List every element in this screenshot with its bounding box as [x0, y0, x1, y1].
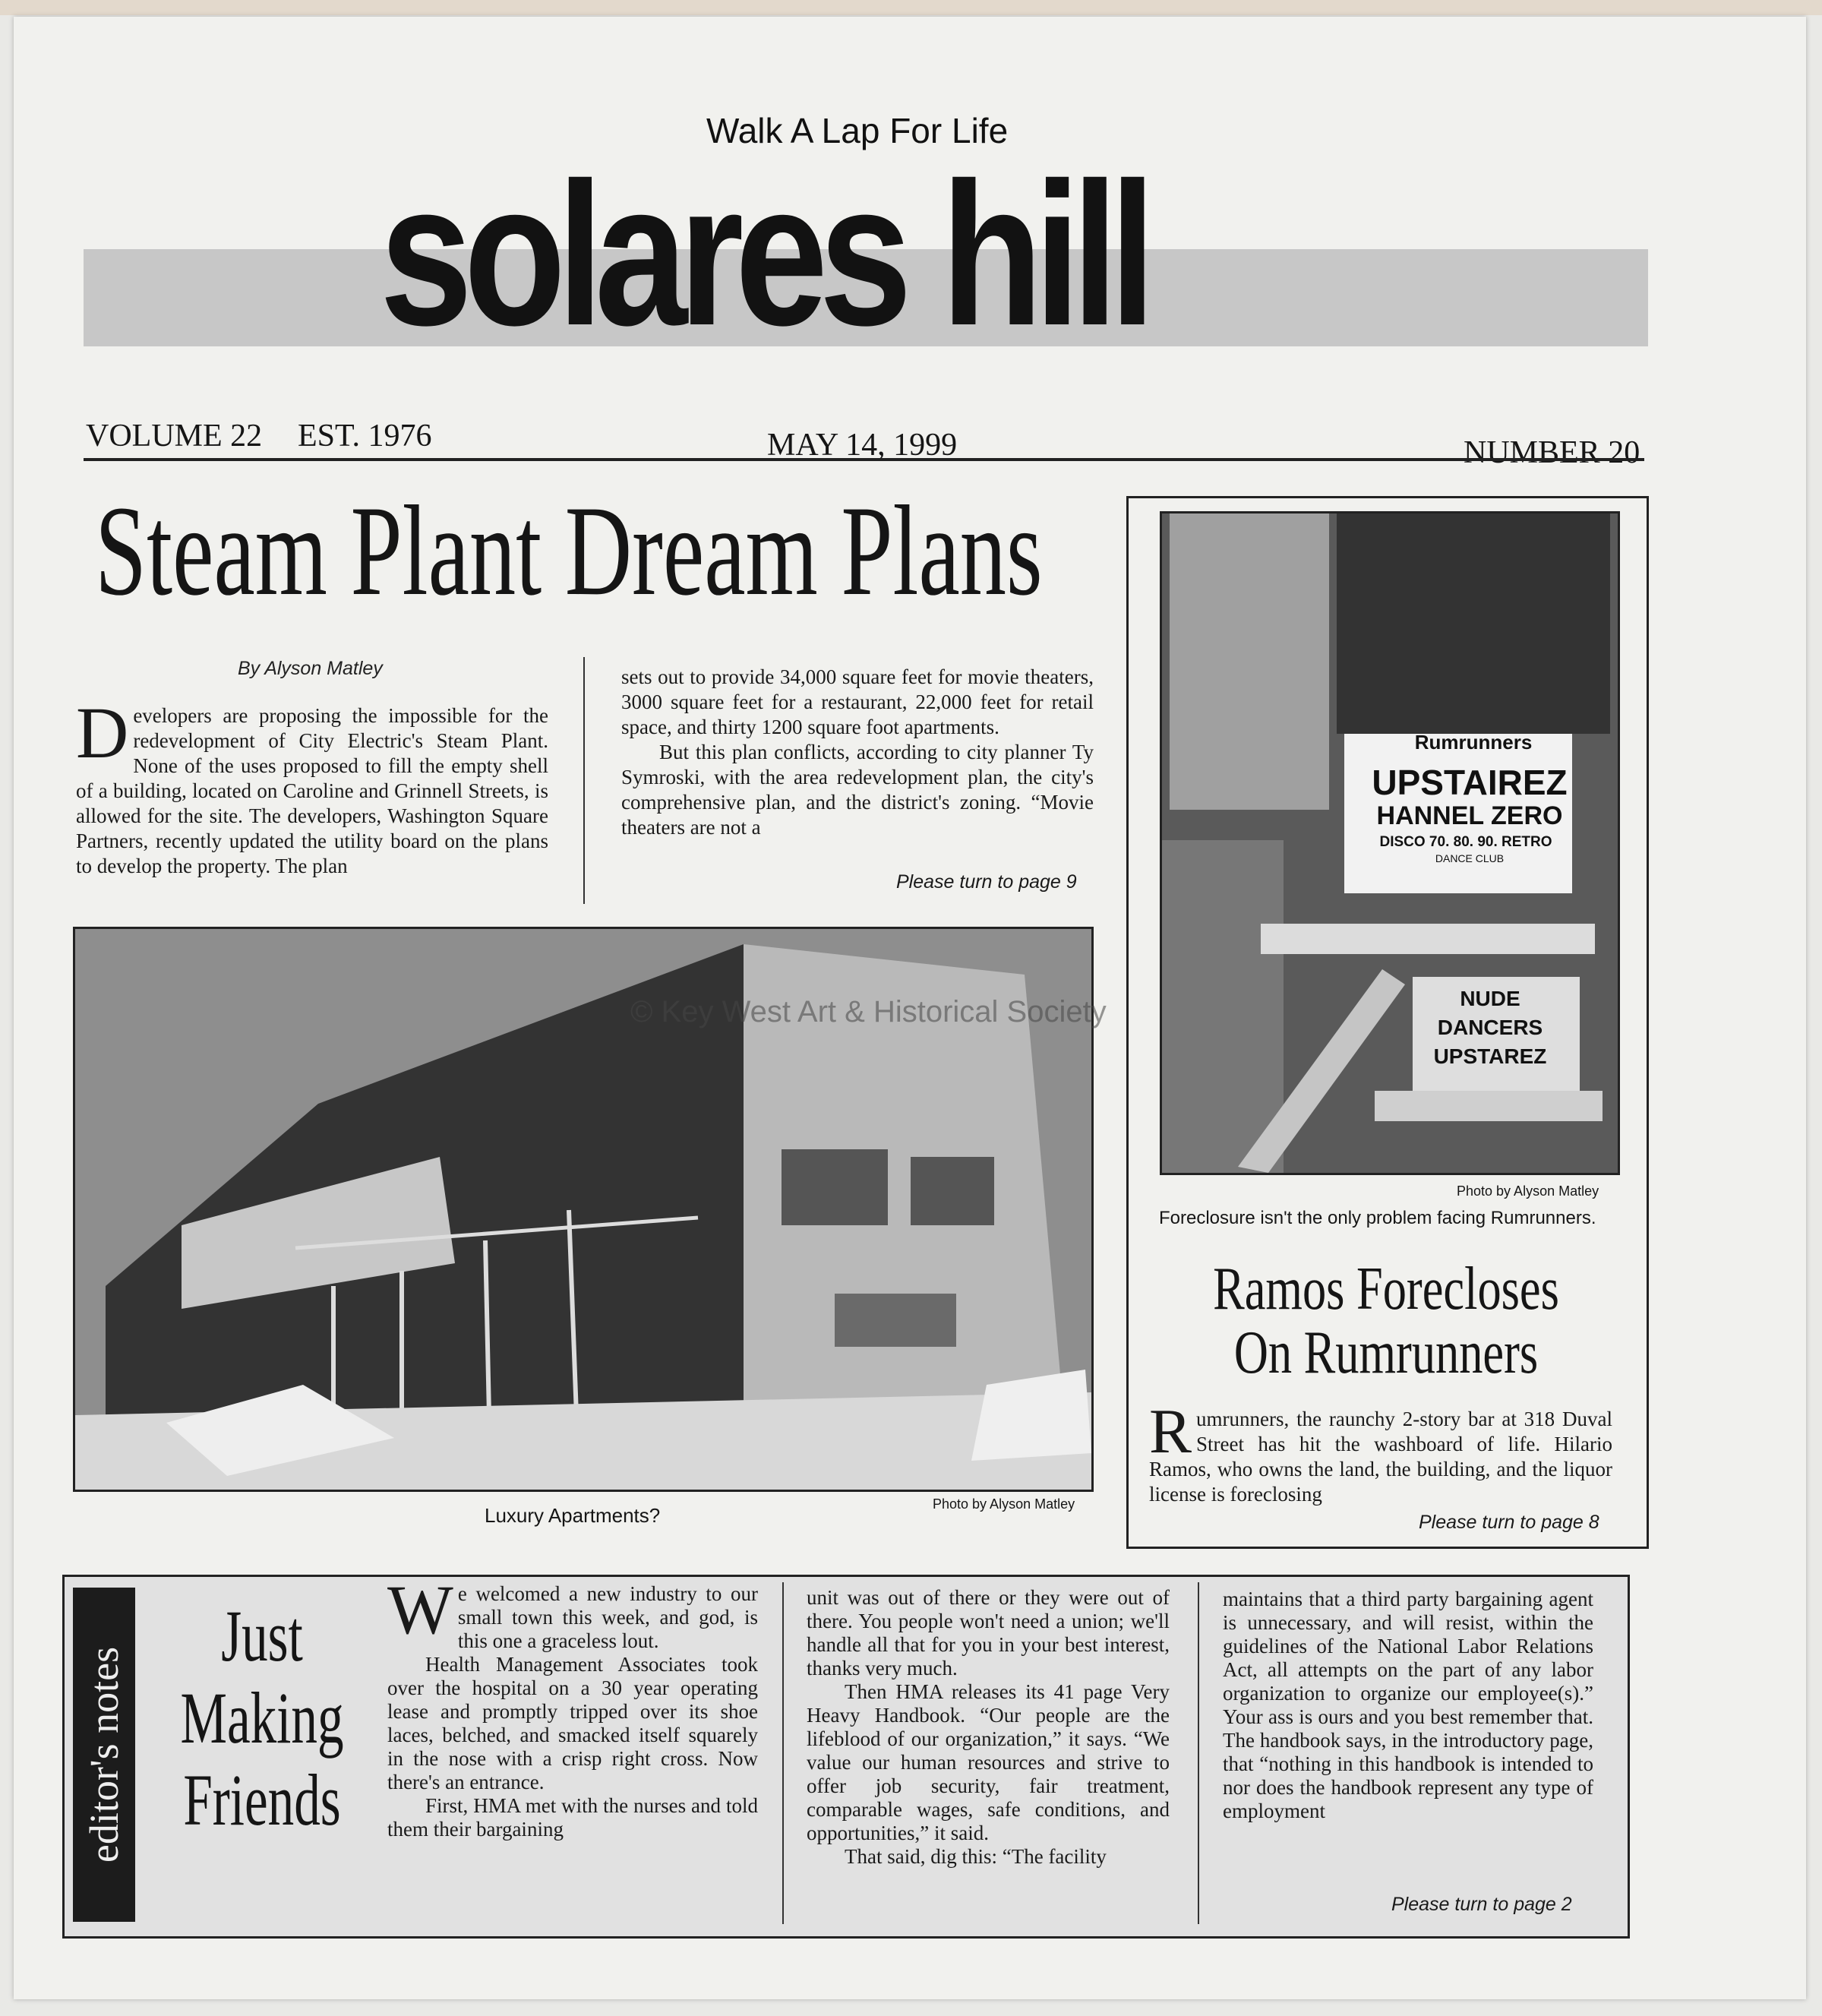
established-label: EST. 1976 [298, 419, 432, 453]
watermark: © Key West Art & Historical Society [630, 995, 1107, 1029]
rumrunners-photo-credit: Photo by Alyson Matley [1457, 1183, 1599, 1199]
rumrunners-photo-caption: Foreclosure isn't the only problem facing Rumrunners. [1159, 1208, 1596, 1228]
lead-column-1 [76, 692, 548, 879]
scan-edge [0, 0, 1822, 15]
rumrunners-headline-line-2: On Rumrunners [1233, 1319, 1539, 1386]
editors-col2-p1: unit was out of there or they were out of there. You people won't need a union; we'll handle all that for you in your best interest, thanks very much. [807, 1586, 1170, 1679]
editors-col1-p1: e welcomed a new industry to our small town this week, and god, is this one a graceless lout. [457, 1582, 758, 1652]
disco-sign: DISCO 70. 80. 90. RETRO [1379, 834, 1552, 850]
masthead-kicker: Walk A Lap For Life [706, 111, 1009, 150]
editors-dropcap: W [387, 1571, 453, 1648]
nude-dancers-sign: NUDE DANCERS UPSTAREZ [1433, 987, 1547, 1068]
column-rule [583, 657, 585, 904]
editors-notes-headline [180, 1595, 344, 1841]
rumrunners-continued: Please turn to page 8 [1419, 1512, 1599, 1533]
editors-col3-p1: maintains that a third party bargaining agent is unnecessary, and will resist, within the guidelines of the National Labor Relations Act, all attempts on the part of any labor organization to organize our employee(s).” Your ass is ours and you best remember that. The handbook says, in the introductory page, that “nothing in this handbook is intended to nor does the handbook represent any type of employment [1223, 1588, 1593, 1822]
rumrunners-headline-line-1: Ramos Forecloses [1213, 1256, 1559, 1322]
editors-headline-line-2: Making [180, 1677, 344, 1758]
lead-col1-text: evelopers are proposing the impossible for the redevelopment of City Electric's Steam Plant. None of the uses proposed to fill the empty shell of a building, located on Caroline and Grinnell Streets, is allowed for the site. The developers, Washington Square Partners, recently updated the utility board on the plans to develop the property. The plan [76, 704, 548, 877]
editors-column-1 [387, 1571, 758, 1841]
lead-headline: Steam Plant Dream Plans [95, 479, 1043, 622]
lead-col2-p2: But this plan conflicts, according to city planner Ty Symroski, with the area redevelopment plan, the city's comprehensive plan, and the district's zoning. “Movie theaters are not a [621, 741, 1094, 839]
lead-dropcap: D [76, 692, 129, 773]
editors-headline-line-3: Friends [183, 1759, 341, 1841]
lead-continued: Please turn to page 9 [896, 871, 1077, 893]
editors-col2-p3: That said, dig this: “The facility [845, 1845, 1107, 1868]
lead-photo-credit: Photo by Alyson Matley [933, 1496, 1075, 1512]
lead-column-2 [621, 665, 1094, 840]
lead-photo-caption: Luxury Apartments? [485, 1504, 661, 1527]
lead-col2-p1: sets out to provide 34,000 square feet for movie theaters, 3000 square feet for a restaurant, 22,000 feet for retail space, and thirty 1200 square foot apartments. [621, 665, 1094, 738]
editors-column-3 [1223, 1588, 1593, 1823]
masthead-rule [84, 458, 1644, 461]
editors-col2-p2: Then HMA releases its 41 page Very Heavy Handbook. “Our people are the lifeblood of our organization,” it says. “We value our human resources and strive to offer job security, fair treatment, comparable wages, safe conditions, and opportunities,” it said. [807, 1680, 1170, 1844]
editors-column-rule-1 [782, 1582, 784, 1924]
rumrunners-headline [1194, 1257, 1579, 1385]
masthead-title: solares hill [380, 140, 1148, 368]
upstairez-sign: UPSTAIREZ [1372, 763, 1568, 802]
editors-column-2 [807, 1586, 1170, 1869]
dance-club-sign: DANCE CLUB [1435, 852, 1505, 864]
editors-col1-p3: First, HMA met with the nurses and told them their bargaining [387, 1794, 758, 1841]
editors-column-rule-2 [1198, 1582, 1199, 1924]
rumrunners-sign [1352, 732, 1595, 753]
editors-continued: Please turn to page 2 [1391, 1894, 1572, 1915]
rumrunners-text [1149, 1396, 1612, 1507]
issue-date: MAY 14, 1999 [767, 428, 958, 463]
issue-number: NUMBER 20 [1464, 435, 1640, 470]
rumrunners-body: umrunners, the raunchy 2-story bar at 318 Duval Street has hit the washboard of life. Hilario Ramos, who owns the land, the building, and the liquor license is foreclosing [1149, 1408, 1612, 1506]
editors-col1-p2: Health Management Associates took over the hospital on a 30 year operating lease and promptly tripped over its shoe laces, belched, and smacked itself squarely in the nose with a crisp right cross. Now there's an entrance. [387, 1653, 758, 1793]
volume-label: VOLUME 22 [86, 419, 263, 453]
rumrunners-dropcap: R [1149, 1396, 1192, 1467]
editors-notes-label: editor's notes [81, 1646, 127, 1863]
channel-zero-sign: HANNEL ZERO [1376, 801, 1563, 830]
lead-byline: By Alyson Matley [238, 658, 383, 679]
editors-headline-line-1: Just [221, 1595, 303, 1676]
sign-line-1: Rumrunners [1414, 731, 1533, 754]
